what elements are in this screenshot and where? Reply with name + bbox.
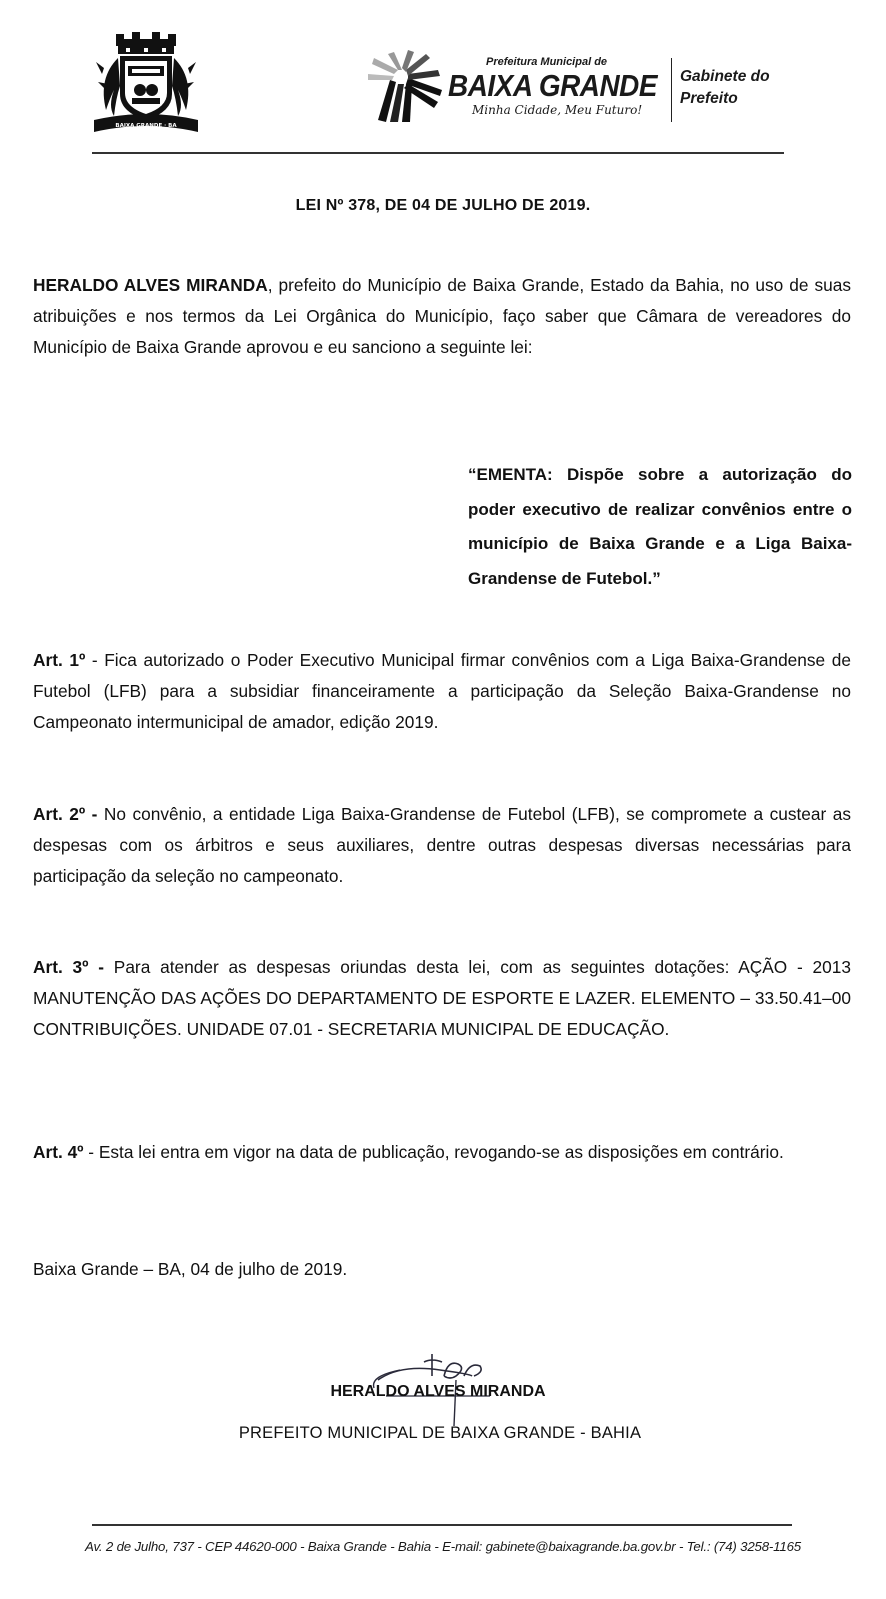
office-line-1: Gabinete do bbox=[680, 68, 770, 85]
article-text: Para atender as despesas oriundas desta lei, com as seguintes dotações: AÇÃO - 2013 MANUTENÇÃO DAS AÇÕES DO DEPARTAMENTO DE ESPORTE E LAZER. ELEMENTO – 33.50.41–00 CONTRIBUIÇÕES. UNIDADE 07.01 - SECRETARIA MUNICIPAL DE EDUCAÇÃO. bbox=[33, 957, 851, 1039]
article-2 bbox=[33, 799, 851, 892]
intro-paragraph bbox=[33, 270, 851, 363]
article-3 bbox=[33, 952, 851, 1045]
signer-name: HERALDO ALVES MIRANDA bbox=[330, 1383, 546, 1400]
signer-role: PREFEITO MUNICIPAL DE BAIXA GRANDE - BAHIA bbox=[238, 1424, 642, 1442]
header-vertical-divider bbox=[671, 58, 672, 122]
header-rule bbox=[92, 152, 784, 154]
article-1 bbox=[33, 645, 851, 738]
law-title: LEI Nº 378, DE 04 DE JULHO DE 2019. bbox=[295, 197, 591, 214]
office-line-2: Prefeito bbox=[680, 90, 738, 107]
article-label: Art. 2º - bbox=[33, 804, 98, 824]
intro-name: HERALDO ALVES MIRANDA bbox=[33, 275, 268, 295]
municipal-coat-of-arms-logo bbox=[88, 28, 204, 134]
article-label: Art. 3º - bbox=[33, 957, 105, 977]
place-and-date: Baixa Grande – BA, 04 de julho de 2019. bbox=[33, 1259, 348, 1279]
article-label: Art. 4º bbox=[33, 1142, 84, 1162]
sunburst-icon bbox=[368, 50, 446, 124]
intro-text: , prefeito do Município de Baixa Grande, Estado da Bahia, no uso de suas atribuições e nos termos da Lei Orgânica do Município, faço saber que Câmara de vereadores do Município de Baixa Grande aprovou e eu sanciono a seguinte lei: bbox=[33, 275, 851, 357]
brand-name: BAIXA GRANDE bbox=[448, 68, 658, 103]
brand-slogan: Minha Cidade, Meu Futuro! bbox=[472, 103, 643, 117]
article-text: - Fica autorizado o Poder Executivo Municipal firmar convênios com a Liga Baixa-Grandense de Futebol (LFB) para a subsidiar financeiramente a participação da Seleção Baixa-Grandense no Campeonato intermunicipal de amador, edição 2019. bbox=[33, 650, 851, 732]
footer-address: Av. 2 de Julho, 737 - CEP 44620-000 - Baixa Grande - Bahia - E-mail: gabinete@baixagrande.ba.gov.br - Tel.: (74) 3258-1165 bbox=[85, 1539, 801, 1554]
crest-caption: BAIXA GRANDE · BA bbox=[115, 123, 177, 129]
brand-prefix: Prefeitura Municipal de bbox=[486, 56, 608, 68]
article-4 bbox=[33, 1137, 851, 1168]
article-text: - Esta lei entra em vigor na data de publicação, revogando-se as disposições em contrário. bbox=[83, 1142, 784, 1162]
prefeitura-brand-logo bbox=[368, 46, 668, 132]
article-text: No convênio, a entidade Liga Baixa-Grandense de Futebol (LFB), se compromete a custear as despesas com os árbitros e seus auxiliares, dentre outras despesas diversas necessárias para participação da seleção no campeonato. bbox=[33, 804, 851, 886]
footer-rule bbox=[92, 1524, 792, 1526]
ementa-paragraph: “EMENTA: Dispõe sobre a autorização do poder executivo de realizar convênios entre o município de Baixa Grande e a Liga Baixa-Grandense de Futebol.” bbox=[468, 465, 852, 588]
article-label: Art. 1º bbox=[33, 650, 86, 670]
office-label bbox=[680, 66, 770, 110]
